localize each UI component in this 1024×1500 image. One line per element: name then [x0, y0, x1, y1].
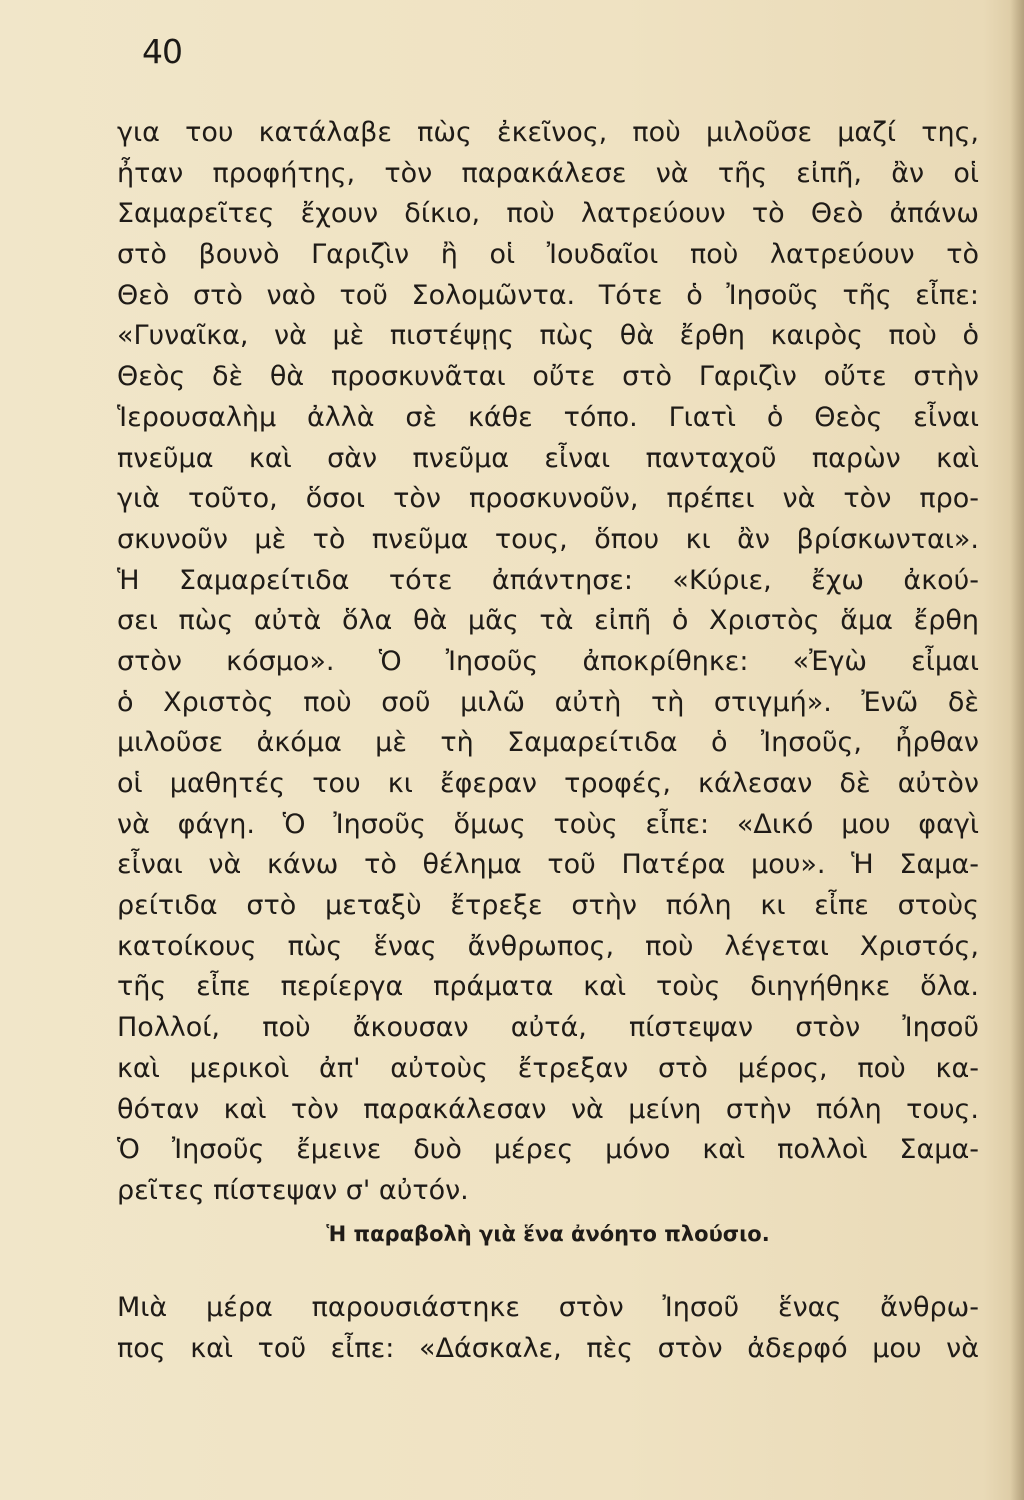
text-line: σκυνοῦν μὲ τὸ πνεῦμα τους, ὅπου κι ἂν βρίσκωνται». — [117, 523, 979, 555]
text-line: κατοίκους πὼς ἕνας ἄνθρωπος, ποὺ λέγεται Χριστός, — [117, 930, 979, 962]
text-line: Σαμαρεῖτες ἔχουν δίκιο, ποὺ λατρεύουν τὸ Θεὸ ἀπάνω — [117, 198, 979, 230]
text-line: Ἡ Σαμαρείτιδα τότε ἀπάντησε: «Κύριε, ἔχω ἀκού- — [117, 564, 979, 596]
text-line: γιὰ τοῦτο, ὅσοι τὸν προσκυνοῦν, πρέπει νὰ τὸν προ- — [117, 483, 979, 515]
second-paragraph — [117, 1288, 979, 1369]
page-number: 40 — [142, 32, 182, 71]
text-line: «Γυναῖκα, νὰ μὲ πιστέψῃς πὼς θὰ ἔρθη καιρὸς ποὺ ὁ — [117, 320, 979, 352]
text-line: για του κατάλαβε πὼς ἐκεῖνος, ποὺ μιλοῦσε μαζί της, — [117, 117, 979, 148]
text-line: μιλοῦσε ἀκόμα μὲ τὴ Σαμαρείτιδα ὁ Ἰησοῦς, ἦρθαν — [117, 727, 979, 759]
text-line: Ὁ Ἰησοῦς ἔμεινε δυὸ μέρες μόνο καὶ πολλοὶ Σαμα- — [117, 1134, 979, 1166]
text-line: τῆς εἶπε περίεργα πράματα καὶ τοὺς διηγήθηκε ὅλα. — [117, 971, 979, 1003]
text-line: Θεὸ στὸ ναὸ τοῦ Σολομῶντα. Τότε ὁ Ἰησοῦς τῆς εἶπε: — [117, 279, 979, 311]
text-line: ὁ Χριστὸς ποὺ σοῦ μιλῶ αὐτὴ τὴ στιγμή». Ἐνῶ δὲ — [117, 686, 979, 718]
text-line: σει πὼς αὐτὰ ὅλα θὰ μᾶς τὰ εἰπῆ ὁ Χριστὸς ἅμα ἔρθη — [117, 605, 979, 637]
main-paragraphs — [117, 113, 979, 1212]
text-line: νὰ φάγη. Ὁ Ἰησοῦς ὅμως τοὺς εἶπε: «Δικό μου φαγὶ — [117, 808, 979, 840]
page-spine-shadow — [1010, 0, 1024, 1500]
text-line: στὸ βουνὸ Γαριζὶν ἢ οἱ Ἰουδαῖοι ποὺ λατρεύουν τὸ — [117, 239, 979, 271]
text-line: ρείτιδα στὸ μεταξὺ ἔτρεξε στὴν πόλη κι εἶπε στοὺς — [117, 890, 979, 922]
text-line: στὸν κόσμο». Ὁ Ἰησοῦς ἀποκρίθηκε: «Ἐγὼ εἶμαι — [117, 645, 979, 677]
text-line: Πολλοί, ποὺ ἄκουσαν αὐτά, πίστεψαν στὸν Ἰησοῦ — [117, 1012, 979, 1044]
section-heading: Ἡ παραβολὴ γιὰ ἕνα ἀνόητο πλούσιο. — [326, 1222, 770, 1246]
text-line: καὶ μερικοὶ ἀπ' αὐτοὺς ἔτρεξαν στὸ μέρος, ποὺ κα- — [117, 1052, 979, 1084]
text-line: εἶναι νὰ κάνω τὸ θέλημα τοῦ Πατέρα μου». Ἡ Σαμα- — [117, 849, 979, 881]
text-line: ἦταν προφήτης, τὸν παρακάλεσε νὰ τῆς εἰπῆ, ἂν οἱ — [117, 157, 979, 189]
text-line: Μιὰ μέρα παρουσιάστηκε στὸν Ἰησοῦ ἕνας ἄνθρω- — [117, 1292, 979, 1323]
text-line: οἱ μαθητές του κι ἔφεραν τροφές, κάλεσαν δὲ αὐτὸν — [117, 768, 979, 799]
text-line: θόταν καὶ τὸν παρακάλεσαν νὰ μείνη στὴν πόλη τους. — [117, 1093, 979, 1125]
text-line: Θεὸς δὲ θὰ προσκυνᾶται οὔτε στὸ Γαριζὶν οὔτε στὴν — [117, 361, 979, 393]
text-line: Ἱερουσαλὴμ ἀλλὰ σὲ κάθε τόπο. Γιατὶ ὁ Θεὸς εἶναι — [117, 401, 979, 433]
text-line: πος καὶ τοῦ εἶπε: «Δάσκαλε, πὲς στὸν ἀδερφό μου νὰ — [117, 1332, 979, 1364]
text-line: πνεῦμα καὶ σὰν πνεῦμα εἶναι πανταχοῦ παρὼν καὶ — [117, 442, 979, 474]
text-line: ρεῖτες πίστεψαν σ' αὐτόν. — [117, 1174, 469, 1206]
